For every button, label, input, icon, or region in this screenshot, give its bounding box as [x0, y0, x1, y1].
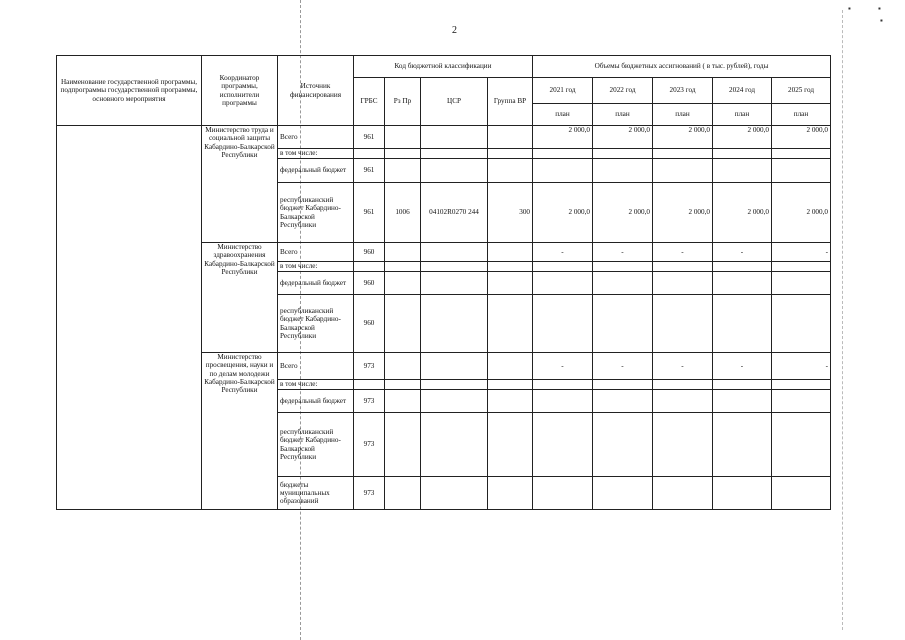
header-plan: план: [533, 104, 593, 126]
value-cell: 2 000,0: [533, 126, 593, 149]
value-cell: -: [593, 243, 653, 262]
source-cell: республиканский бюджет Кабардино-Балкарской Республики: [278, 295, 354, 353]
scan-mark: ▪: [878, 4, 881, 13]
source-cell: в том числе:: [278, 149, 354, 159]
rzpr-cell: 1006: [385, 183, 421, 243]
header-program-name: Наименование государственной программы, подпрограммы государственной программы, основного мероприятия: [57, 56, 202, 126]
vr-cell: [488, 126, 533, 149]
value-cell: 2 000,0: [653, 183, 713, 243]
budget-allocation-table: [56, 55, 831, 510]
grbs-cell: 973: [354, 477, 385, 510]
csr-cell: [421, 126, 488, 149]
grbs-cell: 960: [354, 295, 385, 353]
source-cell: в том числе:: [278, 380, 354, 390]
table-row: [57, 126, 831, 149]
coordinator-cell: Министерство просвещения, науки и по делам молодежи Кабардино-Балкарской Республики: [202, 353, 278, 510]
value-cell: -: [653, 243, 713, 262]
source-cell: федеральный бюджет: [278, 159, 354, 183]
value-cell: -: [772, 353, 831, 380]
page-number: 2: [452, 25, 457, 36]
scan-mark: ▪: [880, 16, 883, 25]
vr-cell: 300: [488, 183, 533, 243]
source-cell: федеральный бюджет: [278, 272, 354, 295]
header-plan: план: [653, 104, 713, 126]
grbs-cell: 973: [354, 413, 385, 477]
source-cell: бюджеты муниципальных образований: [278, 477, 354, 510]
source-cell: Всего: [278, 126, 354, 149]
grbs-cell: 961: [354, 159, 385, 183]
header-budget-code: Код бюджетной классификации: [354, 56, 533, 78]
grbs-cell: 960: [354, 243, 385, 262]
grbs-cell: 973: [354, 390, 385, 413]
header-year: 2025 год: [772, 78, 831, 104]
value-cell: -: [533, 243, 593, 262]
source-cell: Всего: [278, 243, 354, 262]
header-plan: план: [593, 104, 653, 126]
source-cell: в том числе:: [278, 262, 354, 272]
source-cell: федеральный бюджет: [278, 390, 354, 413]
coordinator-cell: Министерство здравоохранения Кабардино-Балкарской Республики: [202, 243, 278, 353]
csr-cell: 04102R0270 244: [421, 183, 488, 243]
value-cell: -: [533, 353, 593, 380]
right-margin-guide-line: [842, 10, 843, 630]
header-year: 2023 год: [653, 78, 713, 104]
value-cell: 2 000,0: [713, 126, 772, 149]
header-plan: план: [772, 104, 831, 126]
grbs-cell: 973: [354, 353, 385, 380]
header-plan: план: [713, 104, 772, 126]
header-grbs: ГРБС: [354, 78, 385, 126]
header-rzpr: Рз Пр: [385, 78, 421, 126]
source-cell: республиканский бюджет Кабардино-Балкарской Республики: [278, 183, 354, 243]
value-cell: 2 000,0: [772, 183, 831, 243]
value-cell: -: [772, 243, 831, 262]
value-cell: 2 000,0: [593, 126, 653, 149]
header-year: 2022 год: [593, 78, 653, 104]
value-cell: 2 000,0: [593, 183, 653, 243]
header-vr-group: Группа ВР: [488, 78, 533, 126]
scan-mark: ▪: [848, 4, 851, 13]
value-cell: -: [713, 353, 772, 380]
header-coordinator: Координатор программы, исполнители программы: [202, 56, 278, 126]
coordinator-cell: Министерство труда и социальной защиты Кабардино-Балкарской Республики: [202, 126, 278, 243]
value-cell: 2 000,0: [653, 126, 713, 149]
program-name-cell: [57, 126, 202, 510]
value-cell: -: [713, 243, 772, 262]
header-csr: ЦСР: [421, 78, 488, 126]
value-cell: -: [653, 353, 713, 380]
value-cell: 2 000,0: [713, 183, 772, 243]
value-cell: -: [593, 353, 653, 380]
header-year: 2021 год: [533, 78, 593, 104]
header-financing-source: Источник финансирования: [278, 56, 354, 126]
rzpr-cell: [385, 126, 421, 149]
header-year: 2024 год: [713, 78, 772, 104]
source-cell: Всего: [278, 353, 354, 380]
header-allocation-volumes: Объемы бюджетных ассигнований ( в тыс. рублей), годы: [533, 56, 831, 78]
grbs-cell: 961: [354, 183, 385, 243]
value-cell: 2 000,0: [772, 126, 831, 149]
grbs-cell: 960: [354, 272, 385, 295]
source-cell: республиканский бюджет Кабардино-Балкарской Республики: [278, 413, 354, 477]
value-cell: 2 000,0: [533, 183, 593, 243]
grbs-cell: 961: [354, 126, 385, 149]
